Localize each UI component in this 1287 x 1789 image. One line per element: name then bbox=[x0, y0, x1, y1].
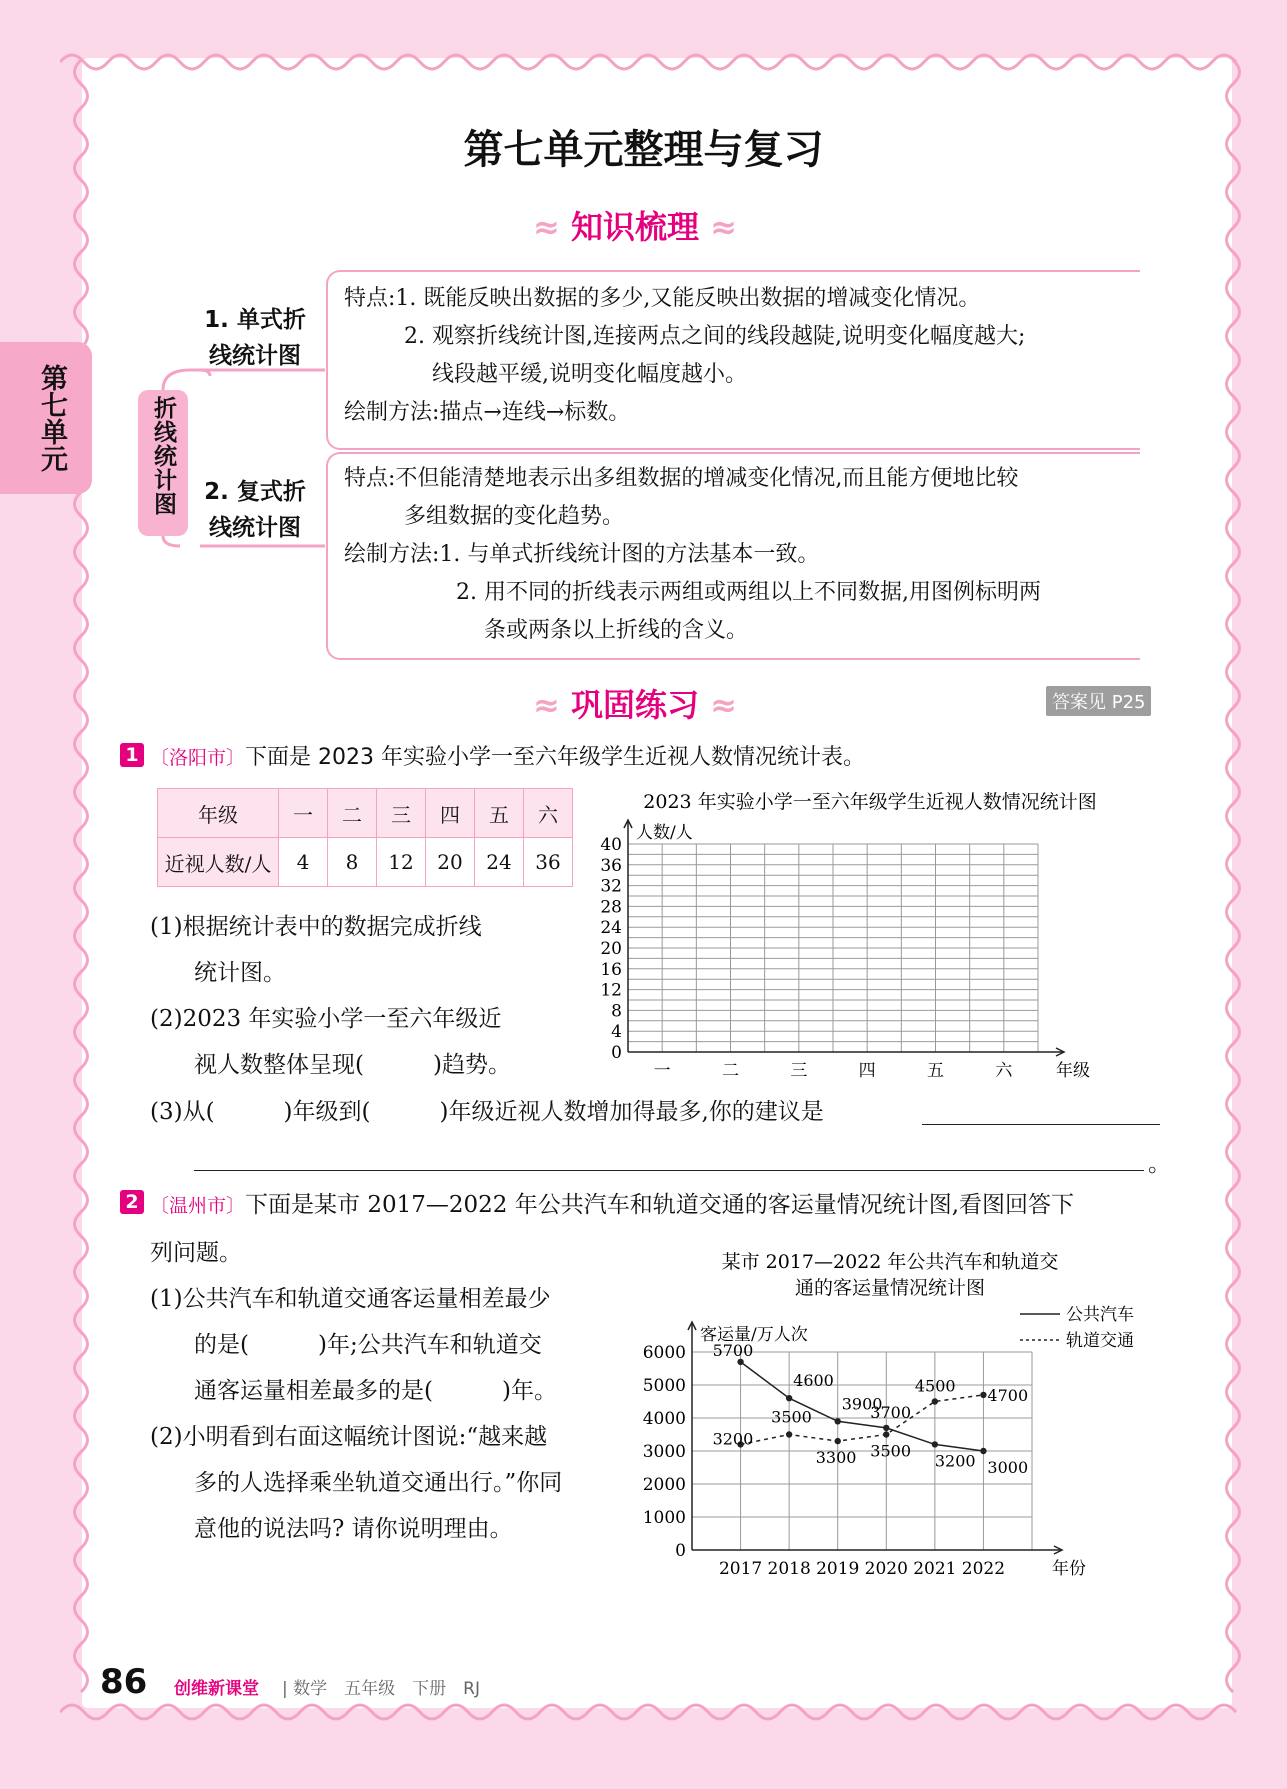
question-1-city: 〔洛阳市〕 bbox=[150, 747, 246, 769]
y-tick-label: 24 bbox=[600, 918, 622, 939]
box1-line: 线段越平缓,说明变化幅度越小。 bbox=[432, 362, 747, 387]
x-tick-label: 四 bbox=[858, 1061, 876, 1081]
x-tick-label: 二 bbox=[722, 1061, 739, 1081]
data-point bbox=[932, 1398, 938, 1404]
x-tick-label: 2022 bbox=[961, 1559, 1006, 1579]
table-row bbox=[158, 789, 573, 838]
legend-label: 公共汽车 bbox=[1066, 1305, 1134, 1325]
q1-sub1-line1: (1)根据统计表中的数据完成折线 bbox=[150, 914, 482, 940]
data-point bbox=[835, 1438, 841, 1444]
question-1-number: 1 bbox=[120, 743, 144, 767]
legend-label: 轨道交通 bbox=[1066, 1331, 1134, 1351]
wave-icon: ≈ bbox=[533, 208, 560, 246]
unit-side-tab bbox=[0, 342, 92, 494]
box2-line: 条或两条以上折线的含义。 bbox=[484, 618, 749, 643]
x-tick-label: 2020 bbox=[864, 1559, 908, 1579]
data-label: 4500 bbox=[914, 1376, 956, 1396]
q2-sub2-line2: 多的人选择乘坐轨道交通出行。”你同 bbox=[194, 1470, 563, 1496]
data-label: 3500 bbox=[771, 1407, 812, 1427]
q2-sub1-line1: (1)公共汽车和轨道交通客运量相差最少 bbox=[150, 1286, 551, 1312]
question-1-prompt bbox=[150, 740, 865, 771]
box1-line: 绘制方法:描点→连线→标数。 bbox=[344, 400, 631, 425]
tree-branch-compound bbox=[190, 474, 320, 546]
unit-side-tab-label: 第七单元 bbox=[36, 364, 67, 472]
data-point bbox=[883, 1425, 889, 1431]
data-point bbox=[883, 1431, 889, 1437]
x-tick-label: 三 bbox=[790, 1061, 808, 1081]
tree-branch-single bbox=[190, 302, 320, 374]
table-row bbox=[158, 838, 573, 887]
section-knowledge-title: 知识梳理 bbox=[570, 208, 699, 246]
x-axis-label: 年份 bbox=[1052, 1559, 1086, 1579]
wave-icon: ≈ bbox=[710, 208, 737, 246]
y-axis-label: 客运量/万人次 bbox=[700, 1325, 808, 1345]
x-tick-label: 2021 bbox=[913, 1559, 957, 1579]
y-tick-label: 3000 bbox=[642, 1442, 686, 1462]
myopia-data-table bbox=[157, 788, 573, 887]
y-tick-label: 8 bbox=[611, 1001, 622, 1022]
q1-end-mark: 。 bbox=[1148, 1151, 1171, 1177]
table-cell: 四 bbox=[426, 789, 475, 838]
q2-sub1-line2: 的是( )年;公共汽车和轨道交 bbox=[194, 1332, 542, 1358]
box1-line: 2. 观察折线统计图,连接两点之间的线段越陡,说明变化幅度越大; bbox=[404, 324, 1026, 349]
y-tick-label: 32 bbox=[600, 876, 622, 897]
data-label: 4600 bbox=[793, 1371, 834, 1391]
answer-reference-badge: 答案见 P25 bbox=[1046, 686, 1151, 716]
data-label: 3700 bbox=[870, 1402, 912, 1422]
tree-root-node bbox=[138, 390, 188, 536]
footer-info: | 数学 五年级 下册 RJ bbox=[282, 1679, 480, 1699]
data-point bbox=[786, 1431, 792, 1437]
table-cell: 12 bbox=[377, 838, 426, 887]
question-2-prompt bbox=[150, 1186, 1074, 1219]
box2-line: 2. 用不同的折线表示两组或两组以上不同数据,用图例标明两 bbox=[456, 580, 1041, 605]
q2-sub2-line3: 意他的说法吗? 请你说明理由。 bbox=[194, 1516, 513, 1542]
y-tick-label: 4 bbox=[611, 1022, 622, 1043]
y-tick-label: 0 bbox=[675, 1541, 686, 1561]
table-cell: 36 bbox=[524, 838, 573, 887]
table-cell: 4 bbox=[279, 838, 328, 887]
y-tick-label: 5000 bbox=[642, 1376, 686, 1396]
branch-compound-line2: 线统计图 bbox=[209, 515, 301, 541]
table-cell: 一 bbox=[279, 789, 328, 838]
x-tick-label: 一 bbox=[653, 1061, 671, 1081]
x-axis-label: 年级 bbox=[1056, 1061, 1090, 1081]
box2-line: 多组数据的变化趋势。 bbox=[404, 504, 625, 529]
y-tick-label: 36 bbox=[600, 855, 622, 876]
compound-line-chart-box bbox=[326, 452, 1140, 660]
table-cell: 24 bbox=[475, 838, 524, 887]
y-tick-label: 2000 bbox=[642, 1475, 686, 1495]
q1-sub2-line2: 视人数整体呈现( )趋势。 bbox=[194, 1052, 511, 1078]
q2-sub2-line1: (2)小明看到右面这幅统计图说:“越来越 bbox=[150, 1424, 548, 1450]
section-practice-title: 巩固练习 bbox=[570, 686, 699, 724]
data-label: 5700 bbox=[712, 1340, 754, 1360]
wave-icon: ≈ bbox=[710, 686, 737, 724]
y-tick-label: 6000 bbox=[642, 1343, 686, 1363]
data-label: 3300 bbox=[815, 1448, 857, 1468]
x-tick-label: 2018 bbox=[767, 1559, 811, 1579]
tree-root-label: 折线统计图 bbox=[150, 396, 176, 516]
single-line-chart-box bbox=[326, 270, 1140, 450]
data-point bbox=[980, 1392, 986, 1398]
footer-brand: 创维新课堂 bbox=[174, 1679, 259, 1699]
q2-sub1-line3: 通客运量相差最多的是( )年。 bbox=[194, 1378, 557, 1404]
table-header-cell: 年级 bbox=[158, 789, 279, 838]
data-label: 3500 bbox=[870, 1441, 912, 1461]
data-point bbox=[835, 1418, 841, 1424]
question-2-number: 2 bbox=[120, 1190, 144, 1214]
y-tick-label: 0 bbox=[611, 1043, 622, 1063]
q1-sub3: (3)从( )年级到( )年级近视人数增加得最多,你的建议是 bbox=[150, 1099, 824, 1125]
y-tick-label: 16 bbox=[600, 959, 622, 980]
section-knowledge-header bbox=[533, 202, 737, 248]
table-cell: 20 bbox=[426, 838, 475, 887]
chart-title: 某市 2017—2022 年公共汽车和轨道交 bbox=[721, 1251, 1059, 1273]
page-title: 第七单元整理与复习 bbox=[463, 127, 824, 173]
chart-title: 通的客运量情况统计图 bbox=[794, 1277, 986, 1299]
table-header-cell: 近视人数/人 bbox=[158, 838, 279, 887]
y-tick-label: 28 bbox=[600, 897, 622, 918]
x-tick-label: 2019 bbox=[816, 1559, 860, 1579]
table-cell: 六 bbox=[524, 789, 573, 838]
question-1-text: 下面是 2023 年实验小学一至六年级学生近视人数情况统计表。 bbox=[245, 745, 865, 770]
wave-icon: ≈ bbox=[533, 686, 560, 724]
x-tick-label: 五 bbox=[927, 1061, 944, 1081]
question-2-text: 下面是某市 2017—2022 年公共汽车和轨道交通的客运量情况统计图,看图回答下 bbox=[245, 1192, 1075, 1218]
y-tick-label: 12 bbox=[600, 980, 622, 1001]
box2-line: 绘制方法:1. 与单式折线统计图的方法基本一致。 bbox=[344, 542, 820, 567]
y-tick-label: 1000 bbox=[642, 1508, 686, 1528]
branch-single-line1: 1. 单式折 bbox=[204, 307, 306, 333]
y-tick-label: 4000 bbox=[642, 1409, 686, 1429]
branch-compound-line1: 2. 复式折 bbox=[204, 479, 306, 505]
passenger-volume-chart bbox=[620, 1240, 1160, 1590]
table-cell: 二 bbox=[328, 789, 377, 838]
x-tick-label: 2017 bbox=[718, 1559, 763, 1579]
y-tick-label: 20 bbox=[600, 939, 622, 959]
data-label: 4700 bbox=[987, 1385, 1029, 1405]
box2-line: 特点:不但能清楚地表示出多组数据的增减变化情况,而且能方便地比较 bbox=[344, 466, 1019, 491]
table-cell: 五 bbox=[475, 789, 524, 838]
section-practice-header bbox=[533, 680, 737, 726]
data-label: 3900 bbox=[841, 1394, 883, 1414]
q1-sub2-line1: (2)2023 年实验小学一至六年级近 bbox=[150, 1006, 502, 1032]
data-label: 3200 bbox=[712, 1429, 754, 1449]
answer-blank-line[interactable] bbox=[194, 1170, 1144, 1171]
data-label: 3200 bbox=[934, 1451, 976, 1471]
chart-title: 2023 年实验小学一至六年级学生近视人数情况统计图 bbox=[643, 791, 1097, 813]
box1-line: 特点:1. 既能反映出数据的多少,又能反映出数据的增减变化情况。 bbox=[344, 286, 981, 311]
answer-blank-line[interactable] bbox=[922, 1124, 1160, 1125]
data-point bbox=[980, 1448, 986, 1454]
data-point bbox=[786, 1395, 792, 1401]
table-cell: 三 bbox=[377, 789, 426, 838]
myopia-grid-chart bbox=[580, 780, 1160, 1090]
x-tick-label: 六 bbox=[995, 1061, 1013, 1081]
table-cell: 8 bbox=[328, 838, 377, 887]
data-point bbox=[932, 1441, 938, 1447]
branch-single-line2: 线统计图 bbox=[209, 343, 301, 369]
question-2-city: 〔温州市〕 bbox=[150, 1195, 246, 1217]
q1-sub1-line2: 统计图。 bbox=[194, 960, 286, 986]
y-axis-label: 人数/人 bbox=[636, 823, 693, 843]
page-number: 86 bbox=[100, 1662, 148, 1702]
data-label: 3000 bbox=[987, 1458, 1029, 1477]
y-tick-label: 40 bbox=[600, 835, 622, 855]
question-2-text-cont: 列问题。 bbox=[150, 1240, 242, 1266]
